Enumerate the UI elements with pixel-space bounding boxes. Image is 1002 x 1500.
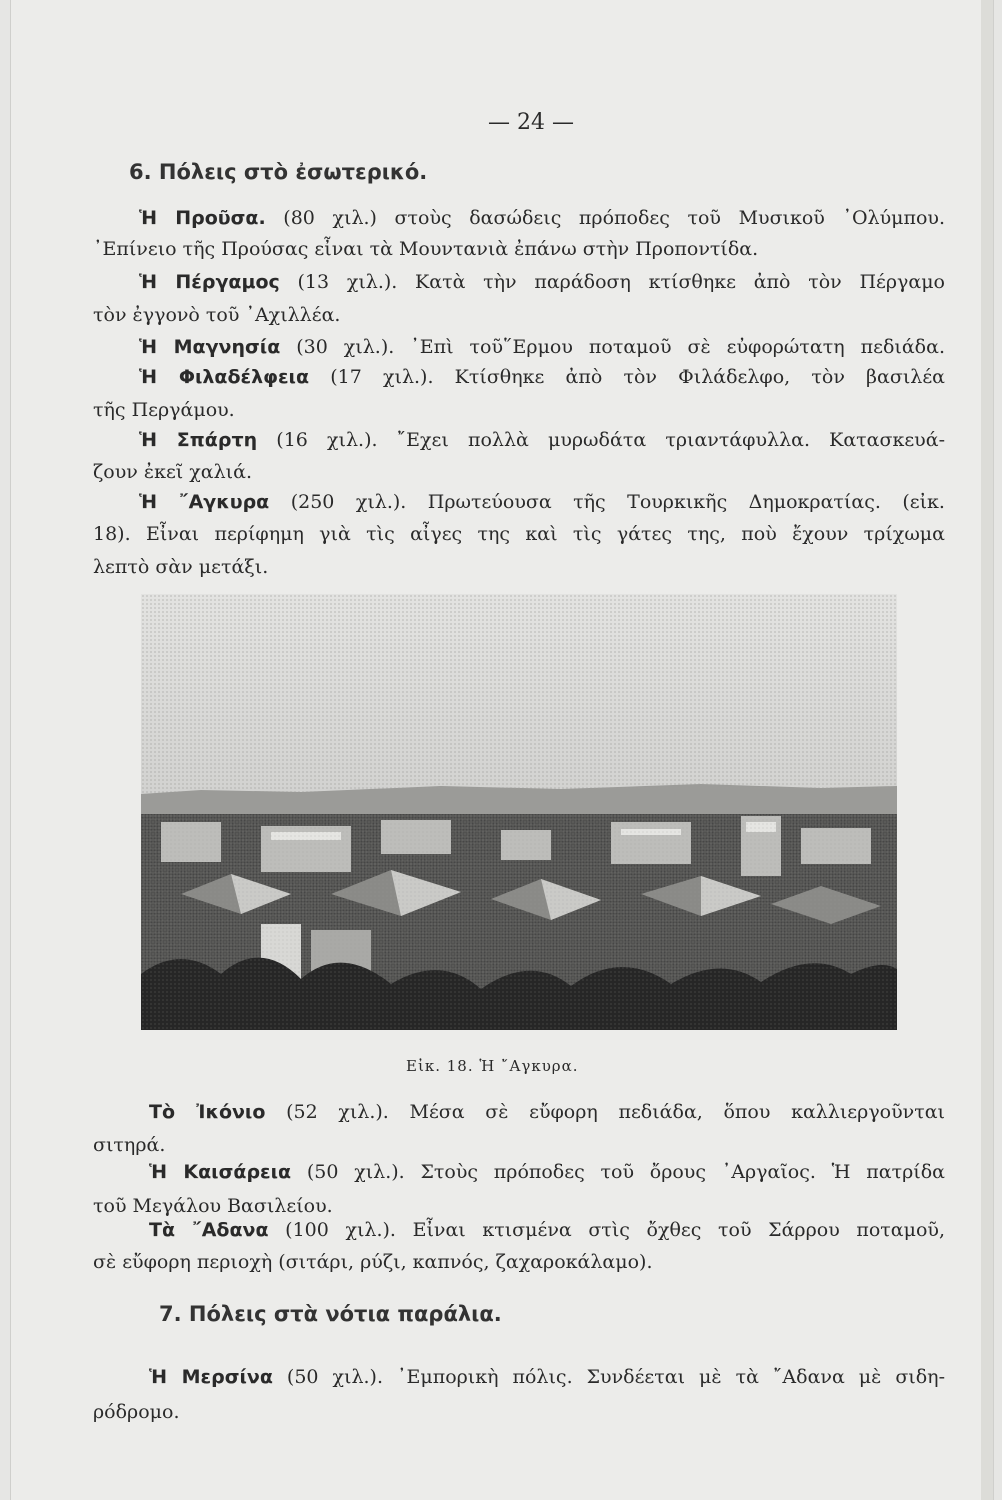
text-line: ᾿Επίνειο τῆς Προύσας εἶναι τὰ Μουντανιὰ ἐπάνω στὴν Προποντίδα.	[93, 238, 759, 260]
book-page	[10, 0, 994, 1500]
text-line: Ἡ Σπάρτη (16 χιλ.). ῎Εχει πολλὰ μυρωδάτα τριαντάφυλλα. Κατασκευά-	[139, 429, 945, 451]
text-line: Ἡ Πέργαμος (13 χιλ.). Κατὰ τὴν παράδοση κτίσθηκε ἀπὸ τὸν Πέργαμο	[139, 271, 945, 293]
page-number: — 24 —	[488, 110, 574, 135]
figure-caption: Εἰκ. 18. Ἡ ῎Αγκυρα.	[406, 1057, 579, 1075]
city-name: Ἡ ῎Αγκυρα	[139, 491, 270, 513]
city-name: Ἡ Σπάρτη	[139, 429, 258, 451]
city-name: Τὰ ῎Αδανα	[149, 1219, 269, 1241]
text-line: Ἡ Μαγνησία (30 χιλ.). ᾿Επὶ τοῦ῞Ερμου ποταμοῦ σὲ εὐφορώτατη πεδιάδα.	[139, 336, 945, 358]
city-name: Ἡ Φιλαδέλφεια	[139, 366, 310, 388]
page-edge	[981, 0, 993, 1500]
city-name: Ἡ Μαγνησία	[139, 336, 281, 358]
city-name: Ἡ Καισάρεια	[149, 1161, 292, 1183]
text-line: Ἡ Μερσίνα (50 χιλ.). ᾿Εμπορικὴ πόλις. Συνδέεται μὲ τὰ ῎Αδανα μὲ σιδη-	[149, 1366, 945, 1388]
text-line: λεπτὸ σὰν μετάξι.	[93, 556, 269, 578]
city-name: Ἡ Προῦσα.	[139, 207, 266, 229]
text-line: ζουν ἐκεῖ χαλιά.	[93, 461, 252, 483]
text-line: τοῦ Μεγάλου Βασιλείου.	[93, 1195, 333, 1217]
section-7-heading: 7. Πόλεις στὰ νότια παράλια.	[159, 1302, 502, 1326]
text-line: Ἡ ῎Αγκυρα (250 χιλ.). Πρωτεύουσα τῆς Τουρκικῆς Δημοκρατίας. (εἰκ.	[139, 491, 945, 513]
city-name: Τὸ Ἰκόνιο	[149, 1101, 266, 1123]
city-name: Ἡ Πέργαμος	[139, 271, 280, 293]
text-line: ρόδρομο.	[93, 1401, 180, 1423]
city-name: Ἡ Μερσίνα	[149, 1366, 273, 1388]
section-6-heading: 6. Πόλεις στὸ ἐσωτερικό.	[129, 160, 428, 184]
ankara-photo-image	[141, 594, 897, 1030]
text-line: Τὸ Ἰκόνιο (52 χιλ.). Μέσα σὲ εὔφορη πεδιάδα, ὅπου καλλιεργοῦνται	[149, 1101, 946, 1123]
text-line: τὸν ἐγγονὸ τοῦ ᾿Αχιλλέα.	[93, 304, 341, 326]
text-line: Ἡ Καισάρεια (50 χιλ.). Στοὺς πρόποδες τοῦ ὄρους ᾿Αργαῖος. Ἡ πατρίδα	[149, 1161, 945, 1183]
text-line: Ἡ Προῦσα. (80 χιλ.) στοὺς δασώδεις πρόποδες τοῦ Μυσικοῦ ᾿Ολύμπου.	[139, 207, 945, 229]
text-line: Τὰ ῎Αδανα (100 χιλ.). Εἶναι κτισμένα στὶς ὄχθες τοῦ Σάρρου ποταμοῦ,	[149, 1219, 946, 1241]
text-line: σιτηρά.	[93, 1134, 166, 1156]
text-line: σὲ εὔφορη περιοχὴ (σιτάρι, ρύζι, καπνός, ζαχαροκάλαμο).	[93, 1251, 653, 1273]
ankara-photo	[141, 594, 897, 1030]
text-line: Ἡ Φιλαδέλφεια (17 χιλ.). Κτίσθηκε ἀπὸ τὸν Φιλάδελφο, τὸν βασιλέα	[139, 366, 946, 388]
text-line: τῆς Περγάμου.	[93, 399, 235, 421]
text-line: 18). Εἶναι περίφημη γιὰ τὶς αἶγες της καὶ τὶς γάτες της, ποὺ ἔχουν τρίχωμα	[93, 523, 945, 545]
